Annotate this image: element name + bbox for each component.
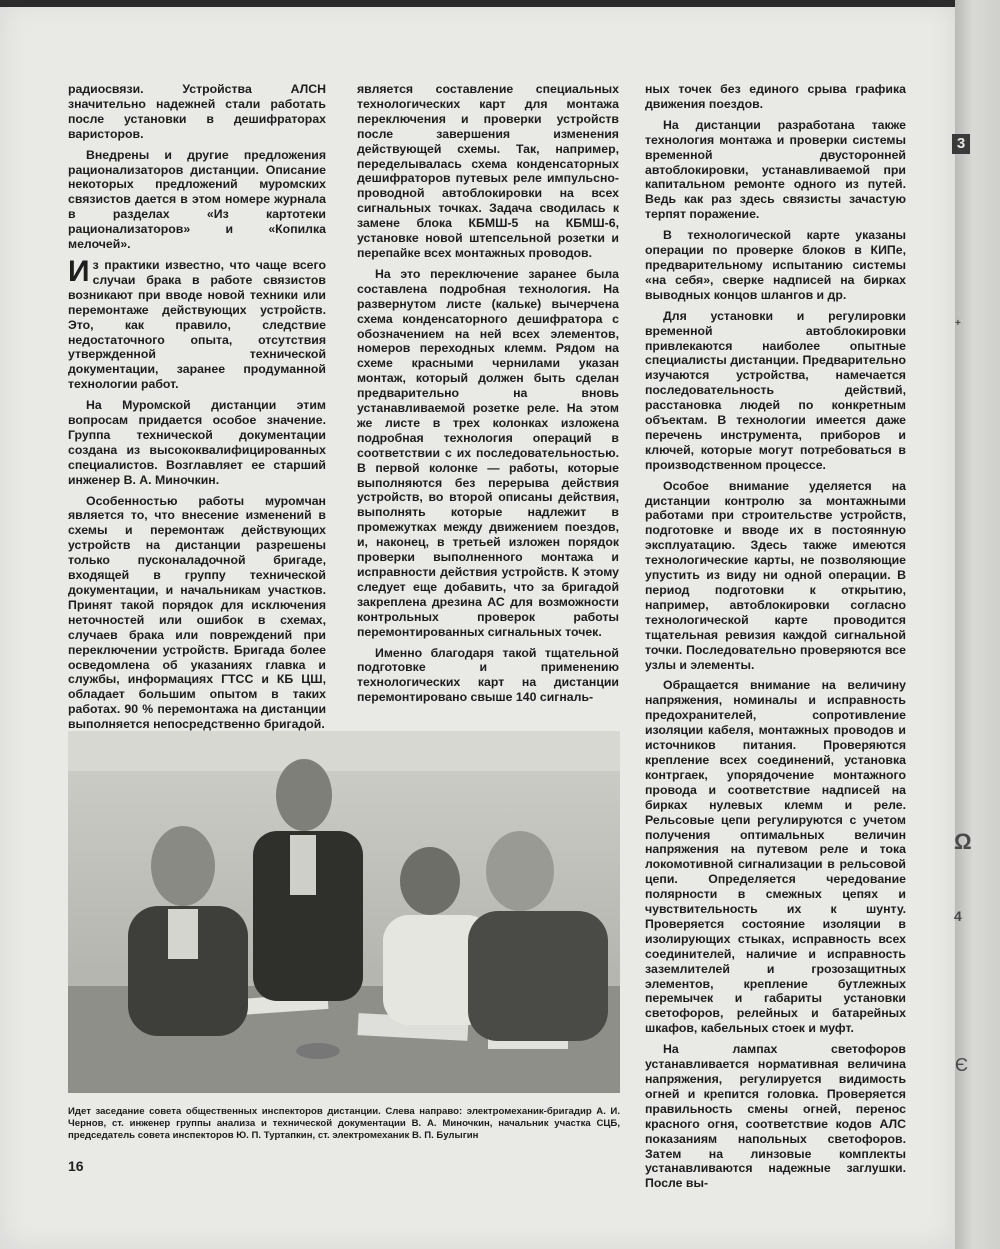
page-number: 16 [68,1158,84,1174]
paragraph: На дистанции разработана также технология монтажа и проверки системы временной двусторонней автоблокировки, устанавливаемой при капитальном ремонте одного из путей. Ведь как раз здесь связисты зачастую терпят поражение. [645,117,906,222]
paragraph: Для установки и регулировки временной автоблокировки привлекаются наиболее опытные специалисты дистанции. Предварительно изучаются устройства, намечается последовательность действий, расстановка людей по конкретным объектам. В технологии имеется даже перечень инструмента, приборов и ключей, которые могут потребоваться в производственном процессе. [645,308,906,472]
paragraph: Именно благодаря такой тщательной подготовке и применению технологических карт на дистанции перемонтировано свыше 140 сигналь- [357,645,619,705]
paragraph: На лампах светофоров устанавливается нормативная величина напряжения, регулируется видимость огней и крепится головка. Проверяется правильность смены огней, перенос красного огня, соответствие кодов АЛС показаниям напольных светофоров. Затем на линзовые комплекты устанавливаются надежные заглушки. После вы- [645,1042,906,1191]
side-mark-epsilon: Є [955,1055,968,1075]
paragraph-text: з практики известно, что чаще всего случаи брака в работе связистов возникают при вводе новой техники или перемонтаже действующих устройств. Это, как правило, следствие недостаточного опыта, отсутствия утвержденной технической документации, заранее продуманной технологии работ. [68,257,326,392]
paragraph: В технологической карте указаны операции по проверке блоков в КИПе, предварительному испытанию системы «на себя», сверке надписей на бирках выводных концов шлангов и др. [645,228,906,302]
paragraph: На Муромской дистанции этим вопросам придается особое значение. Группа технической документации создана из высококвалифицированных специалистов. Возглавляет ее старший инженер В. А. Миночкин. [68,398,326,487]
paragraph: Особенностью работы муромчан является то, что внесение изменений в схемы и перемонтаж действующих устройств на дистанции разрешены только пусконаладочной бригаде, входящей в группу технической документации, и начальникам участков. Принят такой порядок для исключения неточностей или ошибок в схемах, случаев брака или повреждений при переключении устройств. Бригада более осведомлена об указаниях главка и службы, информациях ГТСС и КБ ЦШ, обладает большим опытом в таких работах. 90 % перемонтажа на дистанции выполняется непосредственно бригадой. [68,493,326,732]
paragraph: Особое внимание уделяется на дистанции контролю за монтажными работами при строительстве устройств, подготовке и вводе их в постоянную эксплуатацию. Здесь также имеются технологические карты, не позволяющие упустить из виду ни одной операции. В период подготовки к открытию, например, автоблокировки согласно технологической карте проводится тщательная ревизия каждой сигнальной точки. Последовательно проверяются все узлы и элементы. [645,478,906,672]
meeting-photo [68,731,620,1093]
photo-illustration [68,731,620,1093]
paragraph: Внедрены и другие предложения рационализаторов дистанции. Описание некоторых предложений муромских связистов дается в этом номере журнала в разделах «Из картотеки рационализаторов» и «Копилка мелочей». [68,147,326,252]
paragraph-with-dropcap [68,254,326,392]
side-mark-four: 4 [954,908,962,924]
text-column-2 [357,82,619,711]
paragraph: На это переключение заранее была составлена подробная технология. На развернутом листе (кальке) вычерчена схема конденсаторного дешифратора с обозначением на ней всех элементов, номеров переходных клемм. Рядом на схеме красными чернилами указан монтаж, который должен быть сделан предварительно на вновь устанавливаемой розетке реле. На этом же листе в трех колонках изложена подробная технология операций в соответствии с их последовательностью. В первой колонке — работы, которые выполняются без перерыва действия устройств, во второй описаны действия, выполнять которые надлежит в промежутках между движением поездов, и, наконец, в третьей изложен порядок проверки выполненного монтажа и исправности действия устройств. К этому следует еще добавить, что за бригадой закреплена дрезина АС для возможности контрольных проверок работы перемонтированных сигнальных точек. [357,266,619,639]
photo-caption: Идет заседание совета общественных инспекторов дистанции. Слева направо: электромеханик-бригадир А. И. Чернов, ст. инженер группы анализа и технической документации В. А. Миночкин, начальник участка СЦБ, председатель совета инспекторов Ю. П. Туртапкин, ст. электромеханик В. П. Булыгин [68,1106,620,1141]
paragraph: является составление специальных технологических карт для монтажа переключения и проверки устройств после завершения изменения действующей схемы. Так, например, переделывалась схема конденсаторных дешифраторов путевых реле импульсно-проводной автоблокировки на всех сигнальных точках. Задача сводилась к замене блока КБМШ-5 на КБМШ-6, установке новой штепсельной розетки и перепайке всех монтажных проводов. [357,82,619,260]
side-section-box: 3 [952,134,970,154]
text-column-3 [645,82,906,1197]
dropcap-letter: И [68,254,90,288]
side-mark-plus: + [955,318,961,329]
paragraph: Обращается внимание на величину напряжения, номиналы и исправность предохранителей, сопротивление изоляции кабеля, монтажных проводов и источников питания. Проверяются крепление всех соединений, установка контргаек, упорядочение монтажного провода и соответствие надписей на бирках нулевых клемм и реле. Рельсовые цепи регулируются с учетом получения оптимальных величин напряжения на путевом реле и тока локомотивной сигнализации в рельсовой цепи. Определяется чередование полярности в смежных цепях и чувствительность их к шунту. Проверяется состояние изоляции в изолирующих стыках, исправность всех соединителей, наличие и исправность заземлителей и грозозащитных элементов, крепление бутлежных перемычек и габариты установки светофоров, релейных и батарейных шкафов, кабельных стоек и муфт. [645,678,906,1036]
paragraph: ных точек без единого срыва графика движения поездов. [645,82,906,111]
paragraph: радиосвязи. Устройства АЛСН значительно надежней стали работать после установки в дешифраторах варисторов. [68,82,326,141]
top-rule [0,0,955,7]
side-mark-omega: Ω [954,829,972,854]
text-column-1 [68,82,326,774]
